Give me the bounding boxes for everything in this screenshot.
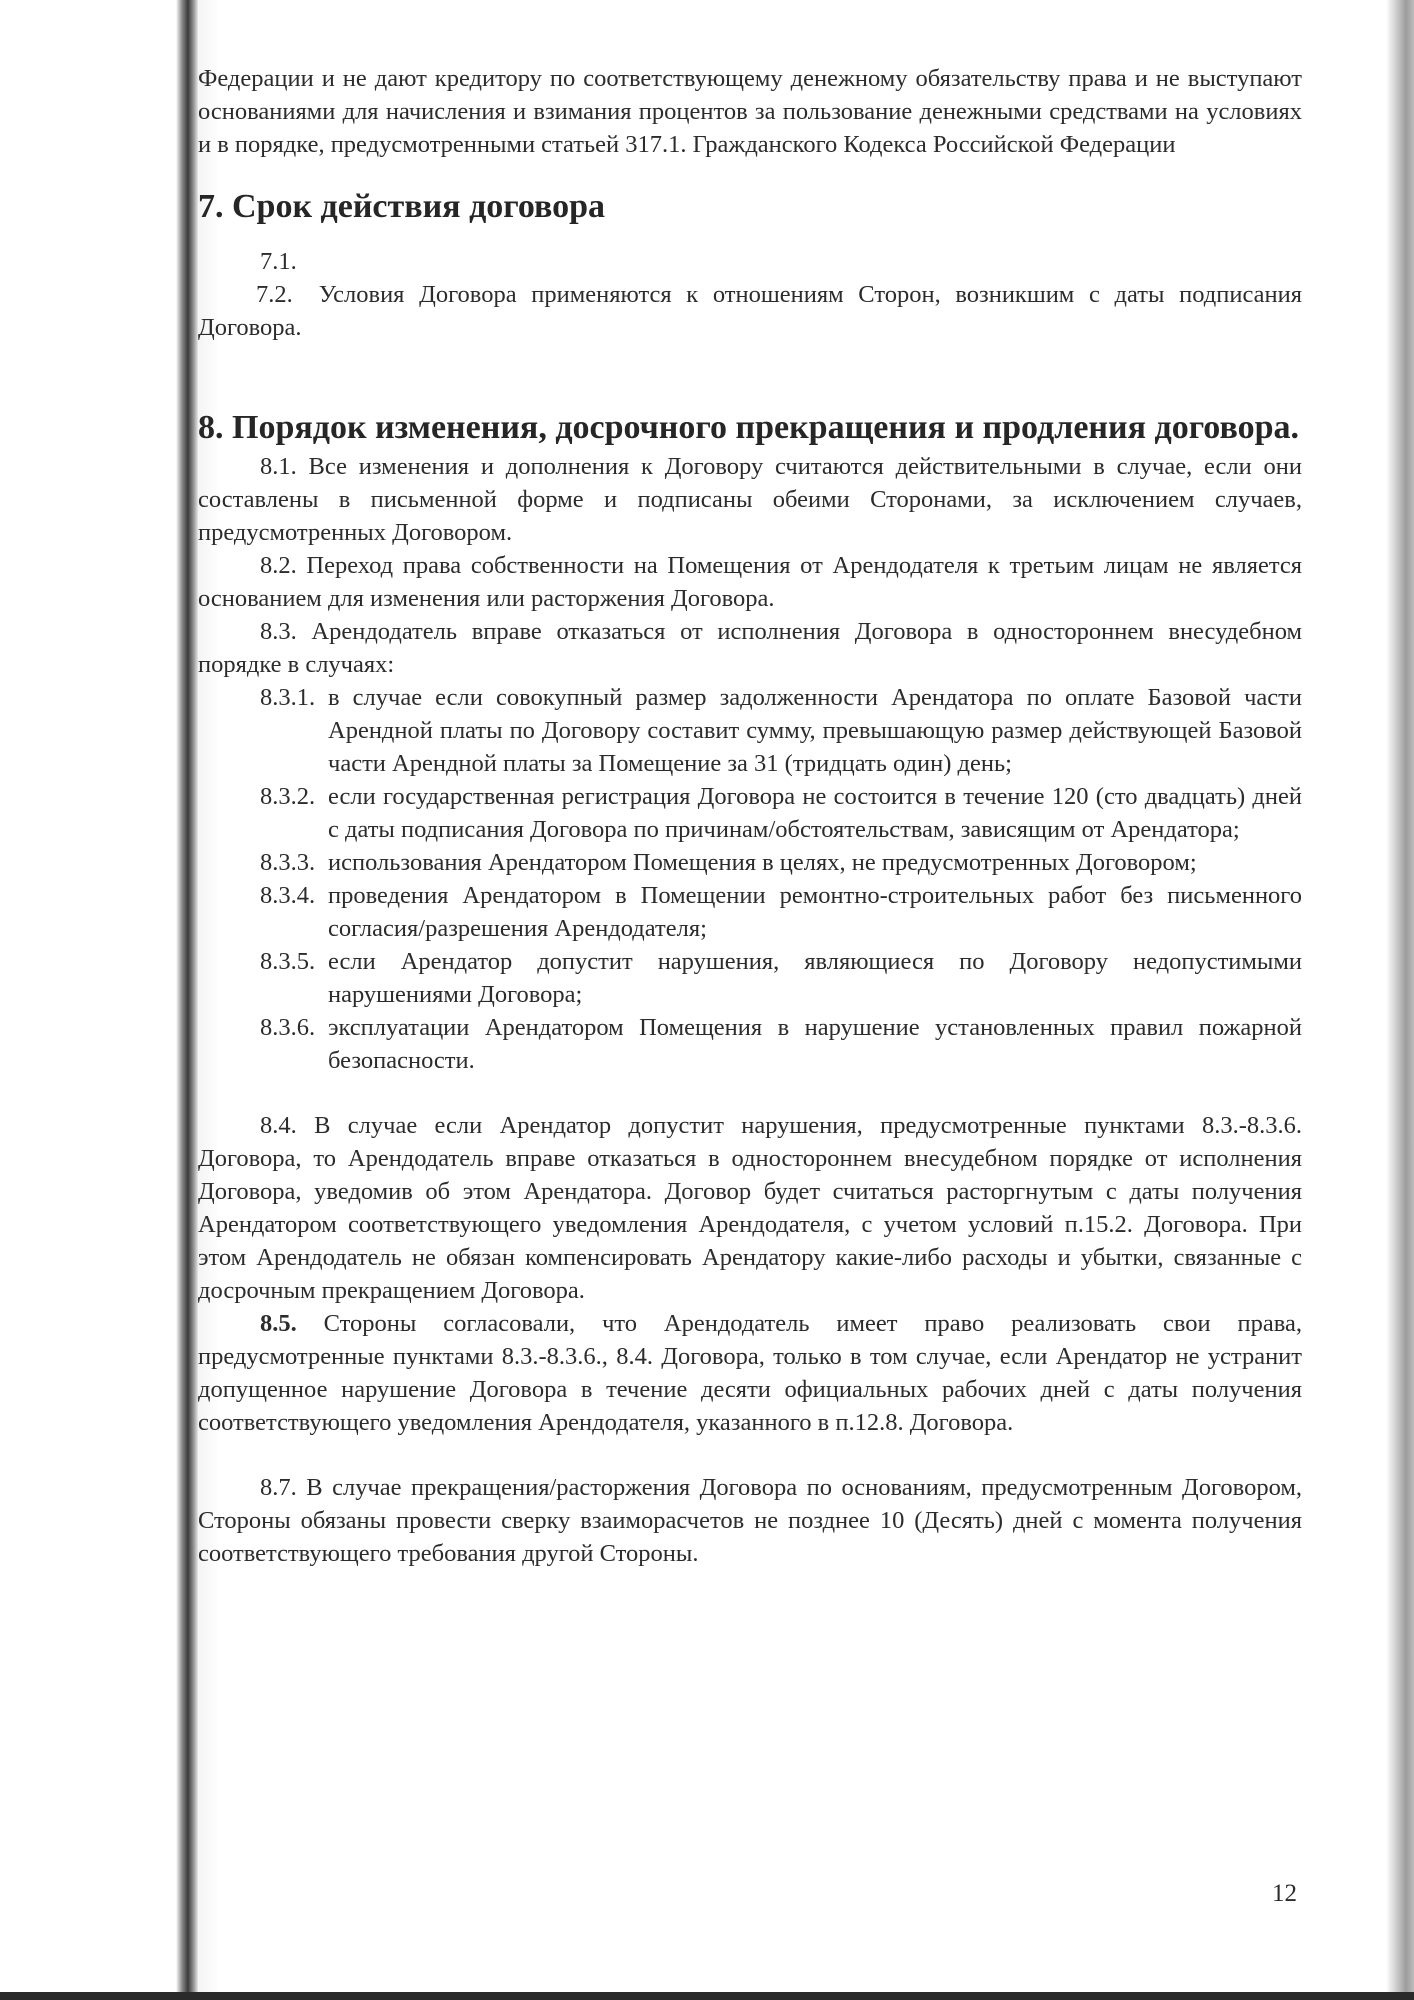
clause-7-2 — [198, 278, 1302, 344]
section-7-heading: 7. Срок действия договора — [198, 188, 606, 225]
clause-number: 8.3.3. — [260, 849, 316, 876]
clause-number: 8.3.6. — [260, 1014, 316, 1041]
clause-7-2-number: 7.2. — [256, 281, 293, 308]
clause-number: 8.3.2. — [260, 783, 316, 810]
binding-gutter — [0, 0, 190, 2000]
binding-shadow — [176, 0, 198, 2000]
intro-paragraph: Федерации и не дают кредитору по соответствующему денежному обязательству права и не выступают основаниями для начисления и взимания процентов за пользование денежными средствами на условиях и в порядке, предусмотренными статьей 317.1. Гражданского Кодекса Российской Федерации — [198, 65, 1302, 158]
page-number: 12 — [1272, 1880, 1297, 1907]
page-bottom-edge — [0, 1992, 1414, 2000]
section-8-heading: 8. Порядок изменения, досрочного прекращения и продления договора. — [198, 409, 1299, 446]
page-right-edge — [1386, 0, 1414, 2000]
clause-8-5-number: 8.5. — [260, 1310, 297, 1337]
clause-8-3-6 — [198, 1011, 1302, 1077]
clause-text: эксплуатации Арендатором Помещения в нарушение установленных правил пожарной безопасности. — [328, 1014, 1302, 1074]
clause-8-2: 8.2. Переход права собственности на Помещения от Арендодателя к третьим лицам не является основанием для изменения или расторжения Договора. — [198, 552, 1302, 612]
clause-text: если Арендатор допустит нарушения, являющиеся по Договору недопустимыми нарушениями Договора; — [328, 948, 1302, 1008]
clause-number: 8.3.1. — [260, 684, 316, 711]
clause-8-7: 8.7. В случае прекращения/расторжения Договора по основаниям, предусмотренным Договором, Стороны обязаны провести сверку взаиморасчетов не позднее 10 (Десять) дней с момента получения соответствующего требования другой Стороны. — [198, 1474, 1302, 1567]
clause-8-3-3 — [198, 846, 1302, 879]
document-text — [198, 62, 1302, 1570]
clause-text: если государственная регистрация Договора не состоится в течение 120 (сто двадцать) дней с даты подписания Договора по причинам/обстоятельствам, зависящим от Арендатора; — [328, 783, 1302, 843]
clause-text: проведения Арендатором в Помещении ремонтно-строительных работ без письменного согласия/разрешения Арендодателя; — [328, 882, 1302, 942]
clause-number: 8.3.5. — [260, 948, 316, 975]
clause-7-2-text: Условия Договора применяются к отношениям Сторон, возникшим с даты подписания Договора. — [198, 281, 1302, 341]
clause-text: в случае если совокупный размер задолженности Арендатора по оплате Базовой части Арендной платы по Договору составит сумму, превышающую размер действующей Базовой части Арендной платы за Помещение за 31 (тридцать один) день; — [328, 684, 1302, 777]
clause-8-3-5 — [198, 945, 1302, 1011]
clause-7-1: 7.1. — [260, 248, 297, 275]
clause-8-3: 8.3. Арендодатель вправе отказаться от исполнения Договора в одностороннем внесудебном порядке в случаях: — [198, 618, 1302, 678]
clause-number: 8.3.4. — [260, 882, 316, 909]
clause-text: использования Арендатором Помещения в целях, не предусмотренных Договором; — [328, 849, 1197, 876]
clause-8-5-text: Стороны согласовали, что Арендодатель имеет право реализовать свои права, предусмотренные пунктами 8.3.-8.3.6., 8.4. Договора, только в том случае, если Арендатор не устранит допущенное нарушение Договора в течение десяти официальных рабочих дней с даты получения соответствующего уведомления Арендодателя, указанного в п.12.8. Договора. — [198, 1310, 1302, 1436]
clause-8-5 — [198, 1307, 1302, 1439]
clause-8-3-4 — [198, 879, 1302, 945]
clause-8-4: 8.4. В случае если Арендатор допустит нарушения, предусмотренные пунктами 8.3.-8.3.6. Договора, то Арендодатель вправе отказаться в одностороннем внесудебном порядке от исполнения Договора, уведомив об этом Арендатора. Договор будет считаться расторгнутым с даты получения Арендатором соответствующего уведомления Арендодателя, с учетом условий п.15.2. Договора. При этом Арендодатель не обязан компенсировать Арендатору какие-либо расходы и убытки, связанные с досрочным прекращением Договора. — [198, 1112, 1302, 1304]
clause-8-3-1 — [198, 681, 1302, 780]
clause-8-3-2 — [198, 780, 1302, 846]
clause-8-1: 8.1. Все изменения и дополнения к Договору считаются действительными в случае, если они составлены в письменной форме и подписаны обеими Сторонами, за исключением случаев, предусмотренных Договором. — [198, 453, 1302, 546]
